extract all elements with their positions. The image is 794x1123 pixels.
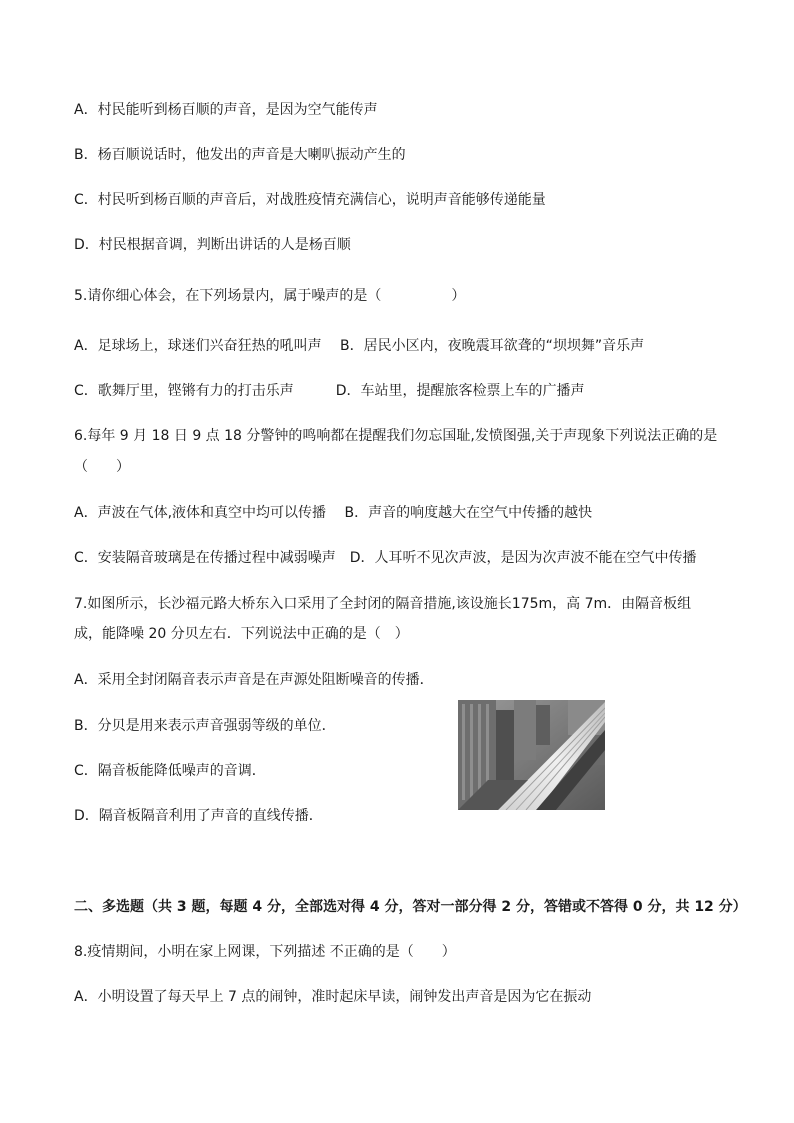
q5-options-cd: C．歌舞厅里，铿锵有力的打击乐声 D．车站里，提醒旅客检票上车的广播声 — [74, 383, 585, 399]
section2-heading: 二、多选题（共 3 题，每题 4 分，全部选对得 4 分，答对一部分得 2 分，答错或不答得 0 分，共 12 分） — [74, 899, 747, 915]
q5-stem: 5.请你细心体会，在下列场景内，属于噪声的是（ ） — [74, 288, 466, 304]
q5-options-ab: A．足球场上，球迷们兴奋狂热的吼叫声 B．居民小区内，夜晚震耳欲聋的“坝坝舞”音乐声 — [74, 338, 645, 354]
q7-stem-line1: 7.如图所示，长沙福元路大桥东入口采用了全封闭的隔音措施,该设施长175m，高 7m．由隔音板组 — [74, 596, 692, 612]
q7-option-a: A．采用全封闭隔音表示声音是在声源处阻断噪音的传播． — [74, 672, 434, 688]
q4-option-b: B．杨百顺说话时，他发出的声音是大喇叭振动产生的 — [74, 147, 406, 163]
q7-option-b: B．分贝是用来表示声音强弱等级的单位． — [74, 718, 336, 734]
q6-stem-line2: （ ） — [74, 459, 130, 475]
q6-options-cd: C．安装隔音玻璃是在传播过程中减弱噪声 D．人耳听不见次声波，是因为次声波不能在空气中传播 — [74, 550, 697, 566]
q8-stem: 8.疫情期间，小明在家上网课，下列描述 不正确的是（ ） — [74, 944, 456, 960]
q7-option-d: D．隔音板隔音利用了声音的直线传播． — [74, 808, 323, 824]
q8-option-a: A．小明设置了每天早上 7 点的闹钟，准时起床早读，闹钟发出声音是因为它在振动 — [74, 989, 592, 1005]
q7-stem-line2: 成，能降噪 20 分贝左右．下列说法中正确的是（ ） — [74, 626, 409, 642]
q7-option-c: C．隔音板能降低噪声的音调． — [74, 763, 266, 779]
q4-option-d: D．村民根据音调，判断出讲话的人是杨百顺 — [74, 237, 351, 253]
q6-options-ab: A．声波在气体,液体和真空中均可以传播 B．声音的响度越大在空气中传播的越快 — [74, 505, 593, 521]
q4-option-a: A．村民能听到杨百顺的声音，是因为空气能传声 — [74, 102, 378, 118]
bridge-photo — [458, 700, 605, 810]
q6-stem-line1: 6.每年 9 月 18 日 9 点 18 分警钟的鸣响都在提醒我们勿忘国耻,发愤图强,关于声现象下列说法正确的是 — [74, 428, 718, 444]
q4-option-c: C．村民听到杨百顺的声音后，对战胜疫情充满信心，说明声音能够传递能量 — [74, 192, 546, 208]
